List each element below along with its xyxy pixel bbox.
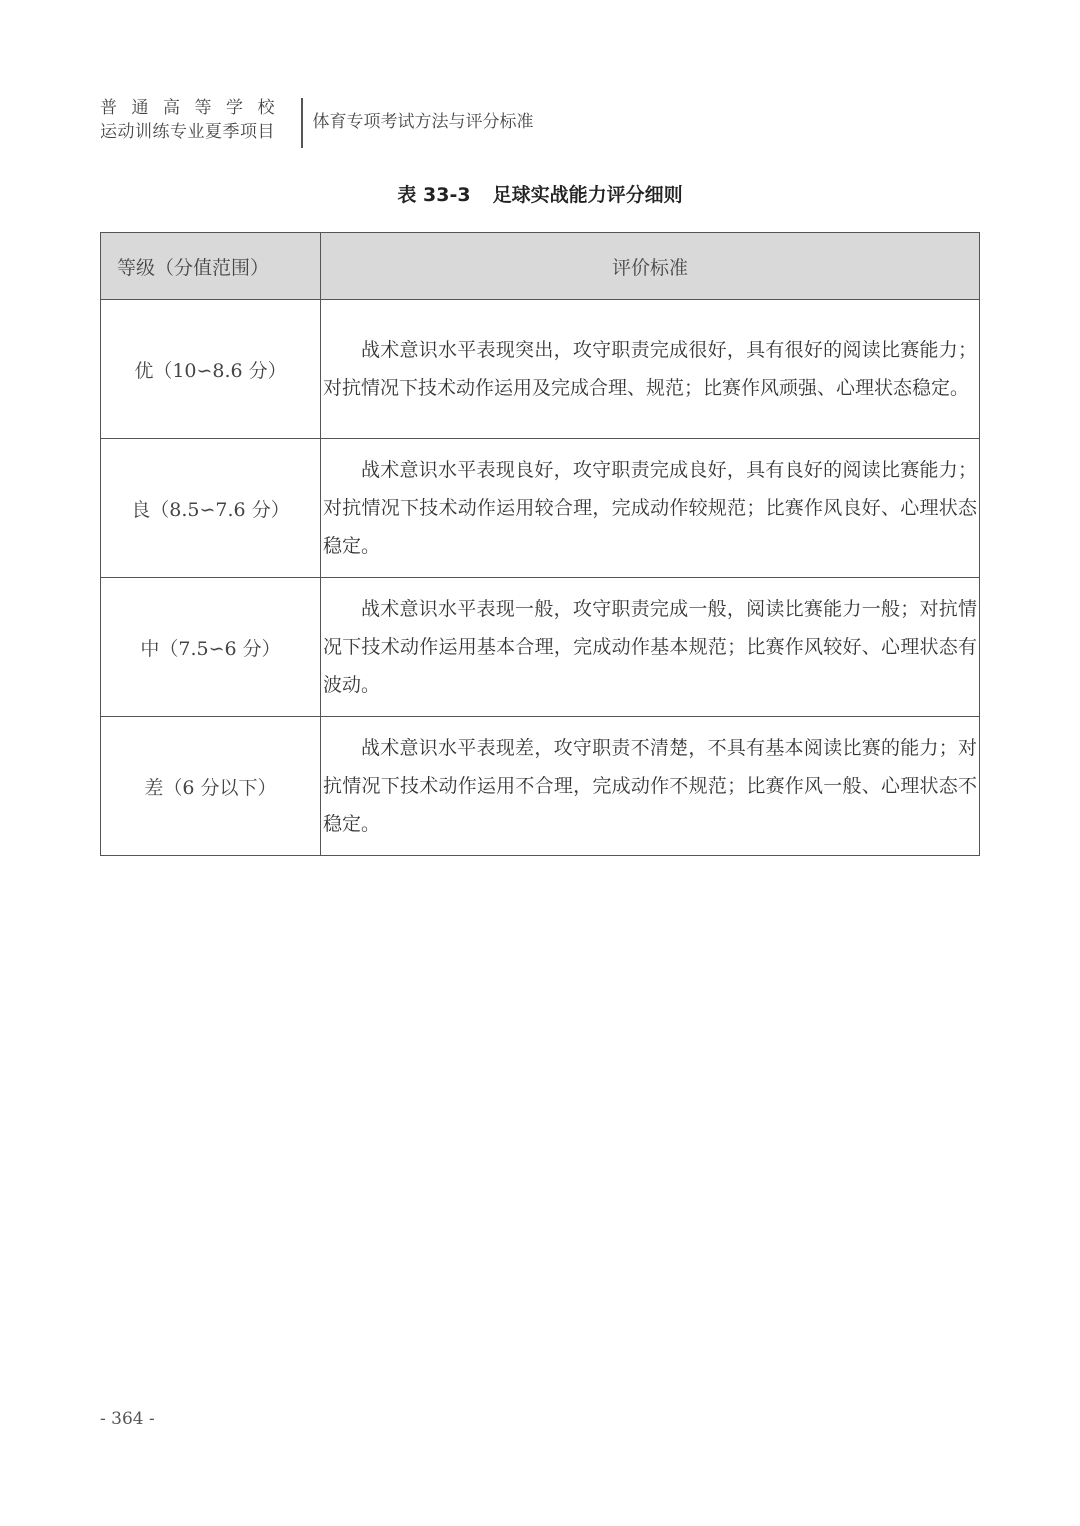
table-row xyxy=(101,439,980,578)
table-row xyxy=(101,300,980,439)
criteria-cell xyxy=(321,439,980,578)
running-head-divider xyxy=(301,98,303,148)
criteria-cell xyxy=(321,300,980,439)
criteria-cell xyxy=(321,578,980,717)
header-criteria: 评价标准 xyxy=(321,233,980,300)
running-head-line1: 普通高等学校 xyxy=(100,98,289,118)
table-caption xyxy=(0,180,1080,207)
criteria-cell xyxy=(321,717,980,856)
criteria-text: 战术意识水平表现差，攻守职责不清楚，不具有基本阅读比赛的能力；对抗情况下技术动作运用不合理，完成动作不规范；比赛作风一般、心理状态不稳定。 xyxy=(323,737,977,835)
grade-cell: 良（8.5∽7.6 分） xyxy=(101,439,321,578)
criteria-text: 战术意识水平表现良好，攻守职责完成良好，具有良好的阅读比赛能力；对抗情况下技术动作运用较合理，完成动作较规范；比赛作风良好、心理状态稳定。 xyxy=(323,459,977,557)
running-head-series xyxy=(100,96,289,144)
criteria-text: 战术意识水平表现一般，攻守职责完成一般，阅读比赛能力一般；对抗情况下技术动作运用基本合理，完成动作基本规范；比赛作风较好、心理状态有波动。 xyxy=(323,598,977,696)
running-head xyxy=(100,96,534,150)
header-grade: 等级（分值范围） xyxy=(101,233,321,300)
grade-cell: 差（6 分以下） xyxy=(101,717,321,856)
running-head-line2: 运动训练专业夏季项目 xyxy=(100,122,275,142)
grade-cell: 中（7.5∽6 分） xyxy=(101,578,321,717)
page-number: - 364 - xyxy=(100,1409,155,1429)
table-row xyxy=(101,578,980,717)
grade-cell: 优（10∽8.6 分） xyxy=(101,300,321,439)
table-header-row xyxy=(101,233,980,300)
table-title: 足球实战能力评分细则 xyxy=(492,184,683,206)
criteria-text: 战术意识水平表现突出，攻守职责完成很好，具有很好的阅读比赛能力；对抗情况下技术动作运用及完成合理、规范；比赛作风顽强、心理状态稳定。 xyxy=(323,339,977,399)
table-row xyxy=(101,717,980,856)
grading-table xyxy=(100,232,980,856)
running-head-book-title: 体育专项考试方法与评分标准 xyxy=(312,112,534,132)
table-number: 表 33-3 xyxy=(397,184,471,206)
